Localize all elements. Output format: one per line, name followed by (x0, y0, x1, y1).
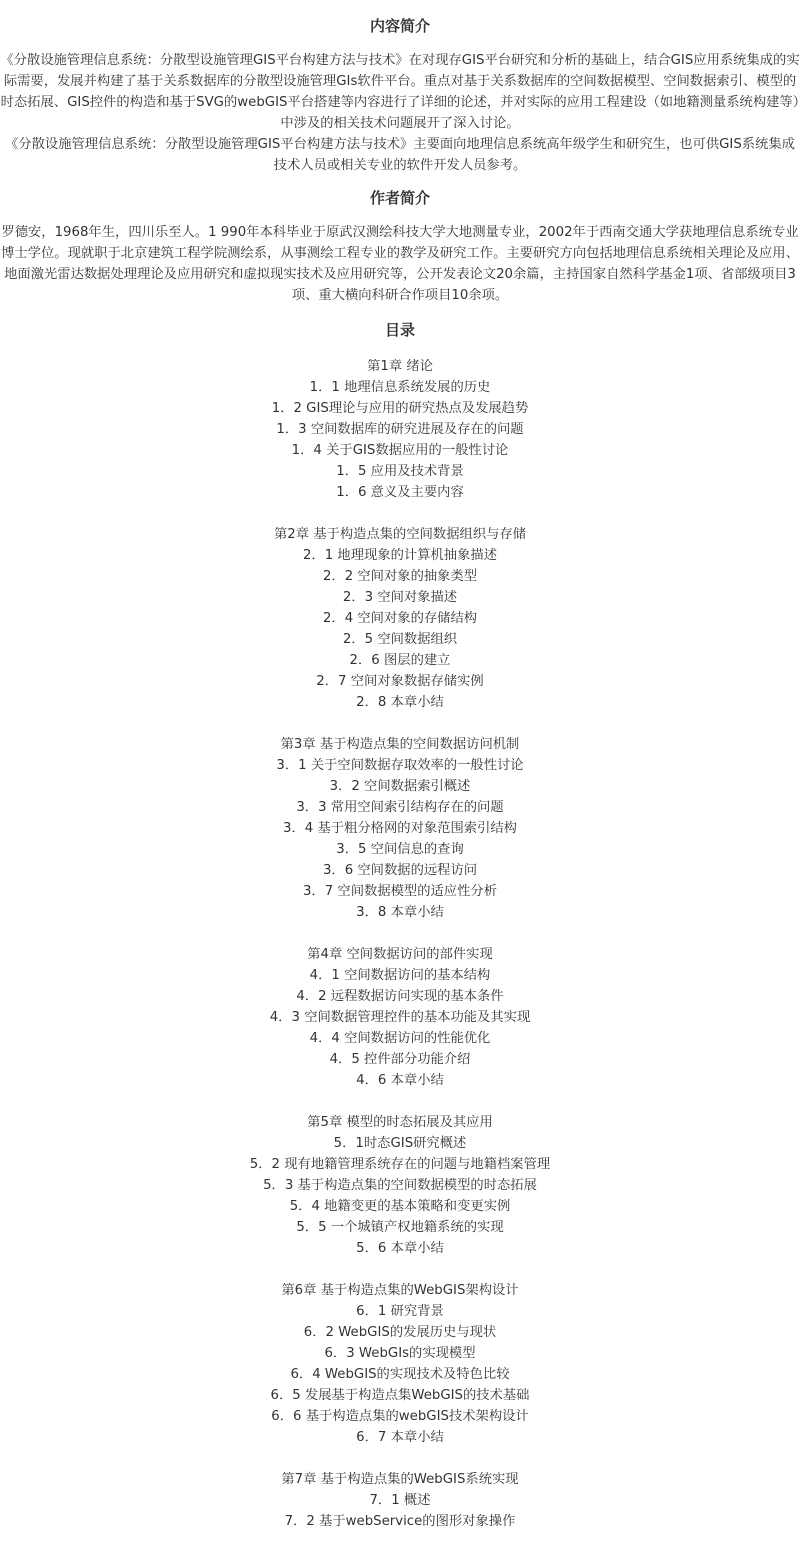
author-section (0, 176, 800, 306)
toc-item: 1．3 空间数据库的研究进展及存在的问题 (276, 422, 524, 437)
toc-item: 4．6 本章小结 (356, 1073, 444, 1088)
author-paragraph: 罗德安，1968年生，四川乐至人。1 990年本科毕业于原武汉测绘科技大学大地测量专业，2002年于西南交通大学获地理信息系统专业博士学位。现就职于北京建筑工程学院测绘系，从事测绘工程专业的教学及研究工作。主要研究方向包括地理信息系统相关理论及应用、地面激光雷达数据处理理论及应用研究和虚拟现实技术及应用研究等，公开发表论文20余篇，主持国家自然科学基金1项、省部级项目3项、重大横向科研合作项目10余项。 (1, 225, 799, 303)
toc-item: 1．2 GIS理论与应用的研究热点及发展趋势 (271, 401, 529, 416)
toc-item: 3．5 空间信息的查询 (336, 842, 464, 857)
toc-item: 1．6 意义及主要内容 (336, 485, 464, 500)
toc-item: 5．2 现有地籍管理系统存在的问题与地籍档案管理 (249, 1157, 551, 1172)
toc-item: 4．3 空间数据管理控件的基本功能及其实现 (269, 1010, 531, 1025)
toc-item: 6．3 WebGIs的实现模型 (324, 1346, 476, 1361)
intro-section (0, 0, 800, 176)
toc-chapter-heading: 第1章 绪论 (367, 359, 433, 374)
toc-item: 5．1时态GIS研究概述 (333, 1136, 467, 1151)
toc-item: 2．7 空间对象数据存储实例 (316, 674, 484, 689)
toc-item: 2．8 本章小结 (356, 695, 444, 710)
toc-item: 1．5 应用及技术背景 (336, 464, 464, 479)
toc-chapter-heading: 第3章 基于构造点集的空间数据访问机制 (280, 737, 520, 752)
toc-item: 1．4 关于GIS数据应用的一般性讨论 (291, 443, 509, 458)
toc-item: 3．4 基于粗分格网的对象范围索引结构 (283, 821, 517, 836)
toc-chapter-heading: 第7章 基于构造点集的WebGIS系统实现 (281, 1472, 519, 1487)
toc-item: 2．5 空间数据组织 (342, 632, 458, 647)
toc-item: 3．6 空间数据的远程访问 (322, 863, 478, 878)
toc-chapter-gap (0, 713, 800, 734)
toc-section (0, 306, 800, 1532)
toc-item: 5．6 本章小结 (356, 1241, 444, 1256)
toc-chapter-gap (0, 1091, 800, 1112)
intro-title: 内容简介 (369, 17, 430, 35)
toc-chapter-gap (0, 923, 800, 944)
toc-item: 7．2 基于webService的图形对象操作 (284, 1514, 516, 1529)
toc-chapter-gap (0, 503, 800, 524)
toc-item: 6．1 研究背景 (356, 1304, 444, 1319)
intro-paragraph-1: 《分散设施管理信息系统：分散型设施管理GIS平台构建方法与技术》在对现存GIS平台研究和分析的基础上，结合GIS应用系统集成的实际需要，发展并构建了基于关系数据库的分散型设施管理GIs软件平台。重点对基于关系数据库的空间数据模型、空间数据索引、模型的时态拓展、GIS控件的构造和基于SVG的webGIS平台搭建等内容进行了详细的论述，并对实际的应用工程建设（如地籍测量系统构建等）中涉及的相关技术问题展开了深入讨论。 (0, 53, 800, 131)
toc-item: 5．3 基于构造点集的空间数据模型的时态拓展 (263, 1178, 537, 1193)
toc-item: 2．1 地理现象的计算机抽象描述 (302, 548, 497, 563)
toc-item: 2．4 空间对象的存储结构 (322, 611, 478, 626)
toc-item: 4．5 控件部分功能介绍 (329, 1052, 471, 1067)
toc-item: 4．1 空间数据访问的基本结构 (309, 968, 491, 983)
toc-chapter-heading: 第6章 基于构造点集的WebGIS架构设计 (281, 1283, 519, 1298)
toc-list (0, 356, 800, 1532)
toc-item: 5．5 一个城镇产权地籍系统的实现 (296, 1220, 504, 1235)
toc-item: 5．4 地籍变更的基本策略和变更实例 (289, 1199, 511, 1214)
toc-item: 3．3 常用空间索引结构存在的问题 (296, 800, 504, 815)
toc-item: 4．2 远程数据访问实现的基本条件 (296, 989, 504, 1004)
toc-item: 6．7 本章小结 (356, 1430, 444, 1445)
toc-chapter-gap (0, 1448, 800, 1469)
toc-chapter-heading: 第5章 模型的时态拓展及其应用 (307, 1115, 493, 1130)
toc-item: 6．6 基于构造点集的webGIS技术架构设计 (271, 1409, 529, 1424)
toc-item: 3．2 空间数据索引概述 (329, 779, 471, 794)
toc-chapter-heading: 第2章 基于构造点集的空间数据组织与存储 (273, 527, 527, 542)
toc-chapter-gap (0, 1259, 800, 1280)
toc-item: 1．1 地理信息系统发展的历史 (309, 380, 491, 395)
toc-item: 4．4 空间数据访问的性能优化 (309, 1031, 491, 1046)
toc-item: 6．4 WebGIS的实现技术及特色比较 (290, 1367, 510, 1382)
intro-paragraph-2: 《分散设施管理信息系统：分散型设施管理GIS平台构建方法与技术》主要面向地理信息系统高年级学生和研究生，也可供GIS系统集成技术人员或相关专业的软件开发人员参考。 (5, 137, 795, 173)
author-title: 作者简介 (369, 189, 430, 207)
toc-item: 3．7 空间数据模型的适应性分析 (302, 884, 497, 899)
toc-item: 7．1 概述 (369, 1493, 431, 1508)
toc-chapter-heading: 第4章 空间数据访问的部件实现 (307, 947, 493, 962)
toc-item: 2．3 空间对象描述 (342, 590, 458, 605)
toc-item: 2．2 空间对象的抽象类型 (322, 569, 478, 584)
toc-item: 6．2 WebGIS的发展历史与现状 (303, 1325, 497, 1340)
toc-item: 3．8 本章小结 (356, 905, 444, 920)
toc-item: 3．1 关于空间数据存取效率的一般性讨论 (276, 758, 524, 773)
toc-title: 目录 (384, 321, 415, 339)
toc-item: 2．6 图层的建立 (349, 653, 451, 668)
toc-item: 6．5 发展基于构造点集WebGIS的技术基础 (270, 1388, 530, 1403)
